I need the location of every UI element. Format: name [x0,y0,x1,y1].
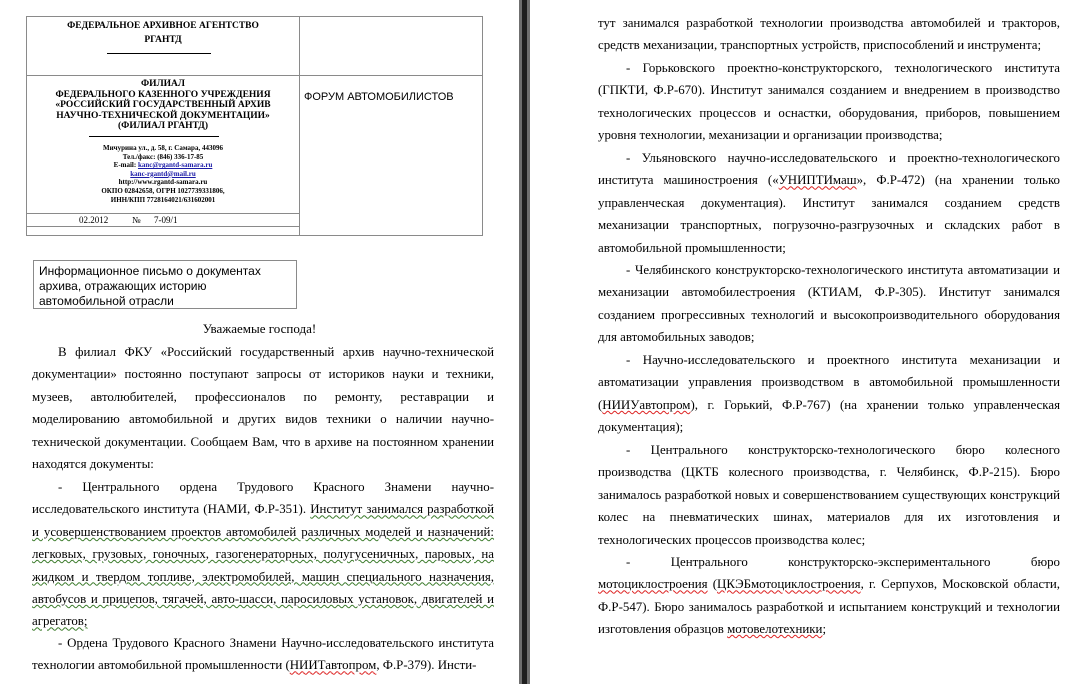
email-link[interactable]: kanc-rgantd@mail.ru [130,169,196,178]
table-divider [27,226,299,227]
paragraph-ktiam: - Челябинского конструкторско-технологического института автоматизации и механизации автомобилестроения (КТИАМ, Ф.Р-305). Институт занимался созданием прогрессивных технологий и высокопроизводительного оборудования для автомобильных заводов; [598,263,1060,345]
paragraph-intro: В филиал ФКУ «Российский государственный архив научно-технической документации» постоянно поступают запросы от историков науки и техники, музеев, автолюбителей, профессионалов по ремонту, реставрации и моделированию автомобильной и других видов техники о наличии научно-технической документации. Сообщаем Вам, что в архиве на постоянном хранении находятся документы: [32,345,494,472]
spelling-flagged-text: мотоциклостроения [598,577,708,592]
paragraph-gpkti: - Горьковского проектно-конструкторского, технологического института (ГПКТИ, Ф.Р-670). Институт занимался созданием и внедрением в производство технологических процессов и оснастки, оборудования, приборов, повышением уровня технологии, механизации и организации производства; [598,61,1060,143]
letterhead-table [26,16,483,236]
grammar-flagged-text: Институт занимался разработкой и усовершенствованием проектов автомобилей различных моделей и назначений: легковых, грузовых, гоночных, газогенераторных, полугусеничных, паровых, на жидком и твердом топливе, электромобилей, машин специального назначения, автобусов и прицепов, тягачей, авто-шасси, паросиловых установок, двигателей и агрегатов; [32,502,494,629]
rule-line [107,53,211,54]
spelling-flagged-text: мотовелотехники [727,622,823,637]
greeting: Уважаемые господа! [202,321,317,336]
agency-abbr: РГАНТД [144,35,182,45]
right-page [530,0,1067,684]
subject-box: Информационное письмо о документах архива, отражающих историю автомобильной отрасли [33,260,297,309]
org-line: «РОССИЙСКИЙ ГОСУДАРСТВЕННЫЙ АРХИВ [55,100,271,110]
document-date: 02.2012 [79,215,109,225]
agency-name: ФЕДЕРАЛЬНОЕ АРХИВНОЕ АГЕНТСТВО [67,21,259,31]
okpo: ОКПО 02842658, ОГРН 1027739331806, [101,186,225,195]
document-number-label: № [132,215,141,225]
table-divider [27,75,482,76]
paragraph-unipti: - Ульяновского научно-исследовательского и проектно-технологического института машиностроения («УНИПТИмаш», Ф.Р-472) (на хранении только управленческая документация). Институт занимался созданием средств механизации транспортных, погрузочно-разгрузочных и складских работ в автомобильной промышленности; [598,151,1060,255]
spelling-flagged-text: УНИПТИмаш [778,173,857,188]
address: Мичурина ул., д. 58, г. Самара, 443096 [103,144,223,152]
contact-block [27,144,299,204]
email-link[interactable]: kanc@rgantd-samara.ru [137,161,213,170]
paragraph-niiuav: - Научно-исследовательского и проектного института механизации и автоматизации управления производством в автомобильной промышленности (НИИУавтопром), г. Горький, Ф.Р-767) (на хранении только управленческая документация); [598,353,1060,435]
org-line: НАУЧНО-ТЕХНИЧЕСКОЙ ДОКУМЕНТАЦИИ» [56,110,270,121]
spelling-flagged-text: НИИТавтопром [289,658,377,673]
document-number: 7-09/1 [154,215,178,225]
website: http://www.rgantd-samara.ru [118,178,208,187]
left-page [0,0,519,684]
paragraph-ctkb: - Центрального конструкторско-технологического бюро колесного производства (ЦКТБ колесного производства, г. Челябинск, Ф.Р-215). Бюро занималось разработкой новых и совершенствованием существующих конструкций колес на пневматических шинах, материалов для их изготовления и технологических процессов производства колес; [598,443,1060,547]
spelling-flagged-text: НИИУавтопром [602,397,691,412]
table-divider [27,213,299,214]
organization-name [27,79,299,132]
paragraph-niiat: - Ордена Трудового Красного Знамени Научно-исследовательского института технологии автомобильной промышленности (НИИТавтопром, Ф.Р-379). Инсти- [32,636,494,673]
addressee: ФОРУМ АВТОМОБИЛИСТОВ [304,91,454,103]
inn: ИНН/КПП 7728164021/631602001 [110,195,216,204]
org-line: (ФИЛИАЛ РГАНТД) [118,121,208,131]
paragraph-nami: - Центрального ордена Трудового Красного Знамени научно-исследовательского института (НАМИ, Ф.Р-351). Институт занимался разработкой и усовершенствованием проектов автомобилей различных моделей и назначений: легковых, грузовых, гоночных, газогенераторных, полугусеничных, паровых, на жидком и твердом топливе, электромобилей, машин специального назначения, автобусов и прицепов, тягачей, авто-шасси, паросиловых установок, двигателей и агрегатов; [32,480,494,629]
page-separator [519,0,530,684]
paragraph-niiat-continued: тут занимался разработкой технологии производства автомобилей и тракторов, средств механизации, транспортных устройств, приспособлений и инструмента; [598,16,1060,53]
paragraph-ckeb: - Центрального конструкторско-экспериментального бюро мотоциклостроения (ЦКЭБмотоциклостроения, г. Серпухов, Московской области, Ф.Р-547). Бюро занималось разработкой и испытанием конструкций и технологии изготовления образцов мотовелотехники; [598,555,1060,637]
org-line: ФЕДЕРАЛЬНОГО КАЗЕННОГО УЧРЕЖДЕНИЯ [55,89,271,100]
phone: Тел./факс: (846) 336-17-85 [122,152,204,161]
rule-line [89,136,219,137]
branch-title: ФИЛИАЛ [141,79,185,89]
table-divider [299,17,300,235]
spelling-flagged-text: ЦКЭБмотоциклостроения [717,577,861,592]
email-row: E-mail: kanc@rgantd-samara.ru [113,161,213,170]
